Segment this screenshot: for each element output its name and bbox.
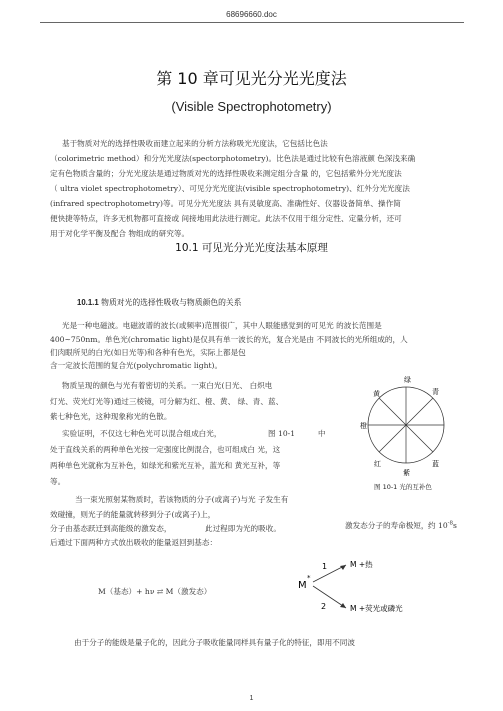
- para2-line-7: 等。: [50, 477, 66, 486]
- para2-line-2: 灯光、荧光灯光等)通过三棱镜，可分解为红、橙、黄、 绿、青、蓝、: [50, 397, 284, 406]
- diagram-path2-text: M +荧光或磷光: [350, 604, 403, 613]
- excitation-equation: M（基态）+ hν ⇄ M（激发态）: [98, 587, 212, 596]
- page-number: 1: [249, 695, 254, 702]
- para3-exponent: -8: [447, 520, 454, 527]
- relaxation-diagram: [298, 556, 468, 616]
- para2-line-1: 物质呈现的颜色与光有着密切的关系。一束白光(日光、 白炽电: [62, 381, 273, 390]
- para4-line-1: 由于分子的能级是量子化的，因此分子吸收能量同样具有量子化的特征，即用不同波: [74, 638, 355, 647]
- para3-unit: s: [453, 521, 457, 530]
- intro-line-4: （ ultra violet spectrophotometry）、可见分光光度法(visible spectrophotometry)、红外分光光度法: [50, 184, 410, 193]
- wheel-label-cyan: 青: [432, 388, 439, 396]
- subsection-title: 物质对光的选择性吸收与物质颜色的关系: [101, 298, 242, 307]
- header-rule: [40, 22, 464, 23]
- diagram-center-star: *: [307, 574, 311, 582]
- diagram-path2-number: 2: [321, 602, 327, 611]
- para3-exponent-wrap: [428, 520, 457, 531]
- para3-line-4: 后通过下面两种方式放出吸收的能量返回到基态：: [50, 538, 218, 547]
- para2-line-4: 实验证明，不仅这七种色光可以混合组成白光，: [62, 429, 222, 438]
- para2-line-5: 处于直线关系的两种单色光按一定强度比例混合，也可组成白 光，这: [50, 445, 281, 454]
- subsection-heading: [77, 297, 242, 308]
- wheel-label-yellow: 黄: [373, 390, 380, 398]
- wheel-label-blue: 蓝: [432, 460, 439, 468]
- intro-line-6: 便快捷等特点，许多无机物都可直接或 间接地用此法进行测定。此法不仅用于组分定性、定量分析，还可: [50, 214, 402, 223]
- para3-line-2: 效碰撞，则光子的能量就转移到分子(或离子)上，: [50, 510, 216, 519]
- doc-filename-header: 68696660.doc: [226, 10, 277, 19]
- intro-line-5: (infrared spectrophotometry)等。可见分光光度法 具有灵敏度高、准确性好、仪器设备简单、操作简: [50, 199, 401, 208]
- para2-line-3: 紫七种色光，这种现象称光的色散。: [50, 412, 172, 421]
- intro-line-1: 基于物质对光的选择性吸收而建立起来的分析方法称吸光光度法，它包括比色法: [62, 139, 328, 148]
- para2-figref-tail: 中: [318, 429, 326, 438]
- diagram-arrow-1: [313, 565, 346, 582]
- complementary-color-wheel: [360, 373, 452, 493]
- para1-line-2: 400~750nm。单色光(chromatic light)是仅具有单一波长的光，复合光是由 不同波长的光所组成的，人: [50, 335, 408, 344]
- para1-line-4: 含一定波长范围的复合光(polychromatic light)。: [50, 361, 223, 370]
- diagram-arrow-2: [313, 586, 346, 608]
- para3-line-3a: 分子由基态跃迁到高能级的激发态，: [50, 524, 172, 533]
- para2-line-6: 两种单色光就称为互补色，如绿光和紫光互补，蓝光和 黄光互补，等: [50, 461, 281, 470]
- intro-line-2: （colorimetric method）和分光光度法(spectorphotometry)。比色法是通过比较有色溶液颜 色深浅来确: [50, 154, 416, 163]
- section-heading: 10.1 可见光分光光度法基本原理: [175, 242, 328, 254]
- diagram-path1-number: 1: [322, 562, 328, 571]
- para3-line-3c: 激发态分子的寿命极短，: [345, 521, 429, 530]
- wheel-label-red: 红: [374, 460, 381, 468]
- para1-line-3: 们肉眼所见的白光(如日光等)和各种有色光，实际上都是包: [50, 348, 246, 357]
- wheel-label-violet: 紫: [403, 469, 410, 477]
- wheel-label-green: 绿: [404, 376, 411, 384]
- para3-exponent-base: 约 10: [428, 521, 448, 530]
- intro-line-7: 用于对化学平衡及配合 物组成的研究等。: [50, 229, 190, 238]
- diagram-arrowhead-2: [340, 603, 346, 608]
- chapter-title: 第 10 章可见光分光光度法: [156, 69, 347, 88]
- subsection-number: 10.1.1: [77, 298, 99, 307]
- wheel-label-orange: 橙: [360, 422, 367, 430]
- diagram-center-M: M: [298, 580, 307, 591]
- figure-caption: 图 10-1 光的互补色: [374, 483, 432, 491]
- chapter-subtitle: (Visible Spectrophotometry): [171, 99, 332, 114]
- para3-line-3b: 此过程即为光的吸收。: [205, 524, 281, 533]
- diagram-path1-text: M +热: [350, 560, 373, 569]
- para2-figref: 图 10-1: [268, 429, 296, 438]
- para3-line-1: 当一束光照射某物质时，若该物质的分子(或离子)与光 子发生有: [75, 495, 289, 504]
- para1-line-1: 光是一种电磁波。电磁波谱的波长(或频率)范围很广，其中人眼能感觉到的可见光 的波长范围是: [62, 321, 382, 330]
- intro-line-3: 定有色物质含量的；分光光度法是通过物质对光的选择性吸收来测定组分含量 的，它包括紫外分光光度法: [50, 169, 402, 178]
